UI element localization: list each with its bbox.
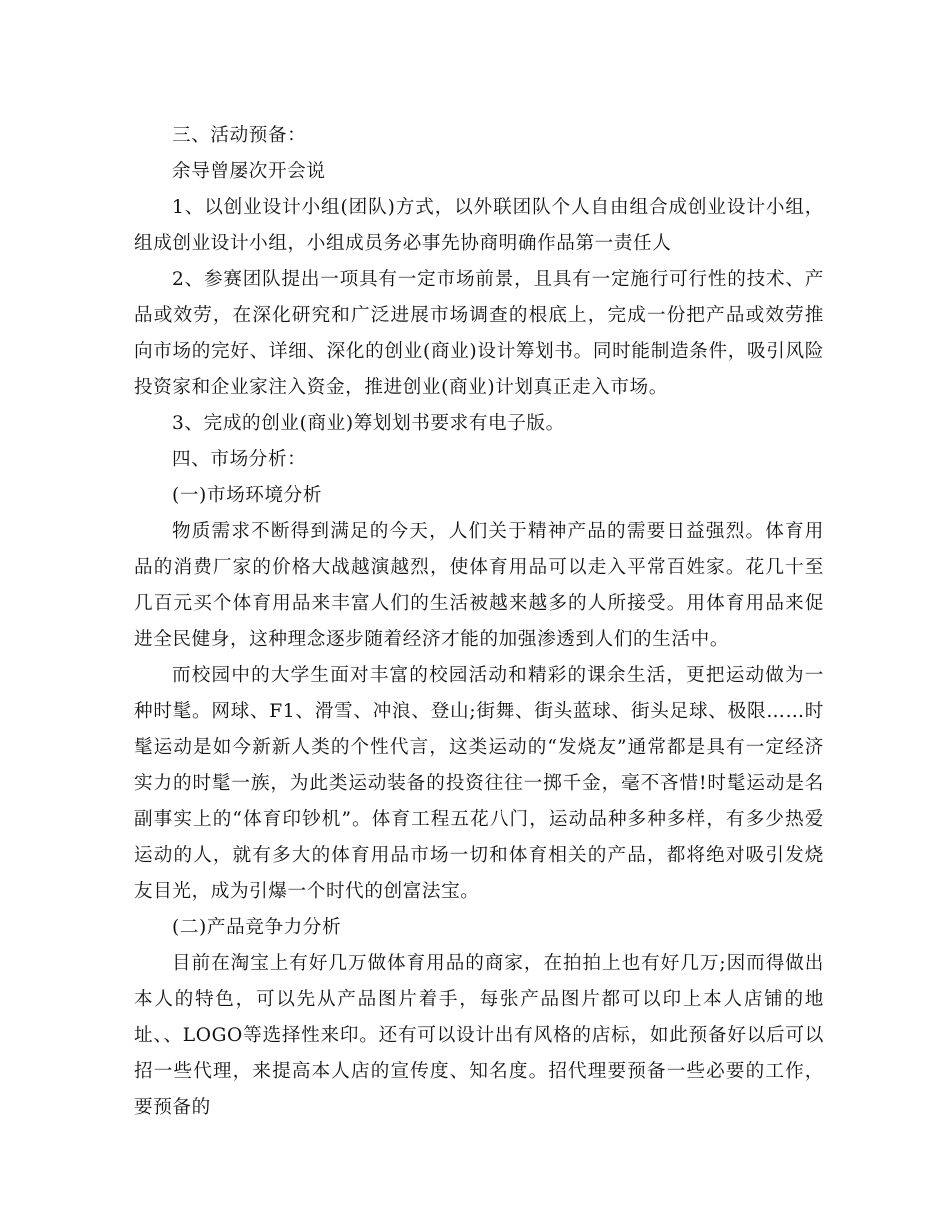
paragraph-item-1: 1、以创业设计小组(团队)方式，以外联团队个人自由组合成创业设计小组，组成创业设计小组，小组成员务必事先协商明确作品第一责任人 xyxy=(134,197,824,254)
paragraph-item-3: 3、完成的创业(商业)筹划划书要求有电子版。 xyxy=(172,413,565,434)
paragraph-product-competitiveness: 目前在淘宝上有好几万做体育用品的商家，在拍拍上也有好几万;因而得做出本人的特色，可以先从产品图片着手，每张产品图片都可以印上本人店铺的地址、、LOGO等选择性来印。还有可以设计出有风格的店标，如此预备好以后可以招一些代理，来提高本人店的宣传度、知名度。招代理要预备一些必要的工作，要预备的 xyxy=(134,953,824,1118)
heading-activity-preparation: 三、活动预备： xyxy=(172,125,307,146)
subheading-market-environment: (一)市场环境分析 xyxy=(172,485,323,506)
subheading-product-competitiveness: (二)产品竞争力分析 xyxy=(172,917,342,938)
heading-market-analysis: 四、市场分析： xyxy=(172,449,307,470)
paragraph-campus-trend: 而校园中的大学生面对丰富的校园活动和精彩的课余生活，更把运动做为一种时髦。网球、F1、滑雪、冲浪、登山;街舞、街头蓝球、街头足球、极限……时髦运动是如今新新人类的个性代言，这类运动的“发烧友”通常都是具有一定经济实力的时髦一族，为此类运动装备的投资往往一掷千金，毫不吝惜!时髦运动是名副事实上的“体育印钞机”。体育工程五花八门，运动品种多种多样，有多少热爱运动的人，就有多大的体育用品市场一切和体育相关的产品，都将绝对吸引发烧友目光，成为引爆一个时代的创富法宝。 xyxy=(134,665,824,902)
paragraph-item-2: 2、参赛团队提出一项具有一定市场前景，且具有一定施行可行性的技术、产品或效劳，在深化研究和广泛进展市场调查的根底上，完成一份把产品或效劳推向市场的完好、详细、深化的创业(商业)设计筹划书。同时能制造条件，吸引风险投资家和企业家注入资金，推进创业(商业)计划真正走入市场。 xyxy=(134,269,824,398)
paragraph-market-environment: 物质需求不断得到满足的今天，人们关于精神产品的需要日益强烈。体育用品的消费厂家的价格大战越演越烈，使体育用品可以走入平常百姓家。花几十至几百元买个体育用品来丰富人们的生活被越来越多的人所接受。用体育用品来促进全民健身，这种理念逐步随着经济才能的加强渗透到人们的生活中。 xyxy=(134,521,824,650)
paragraph-meeting-note: 余导曾屡次开会说 xyxy=(172,161,326,182)
document-body xyxy=(134,118,824,1126)
